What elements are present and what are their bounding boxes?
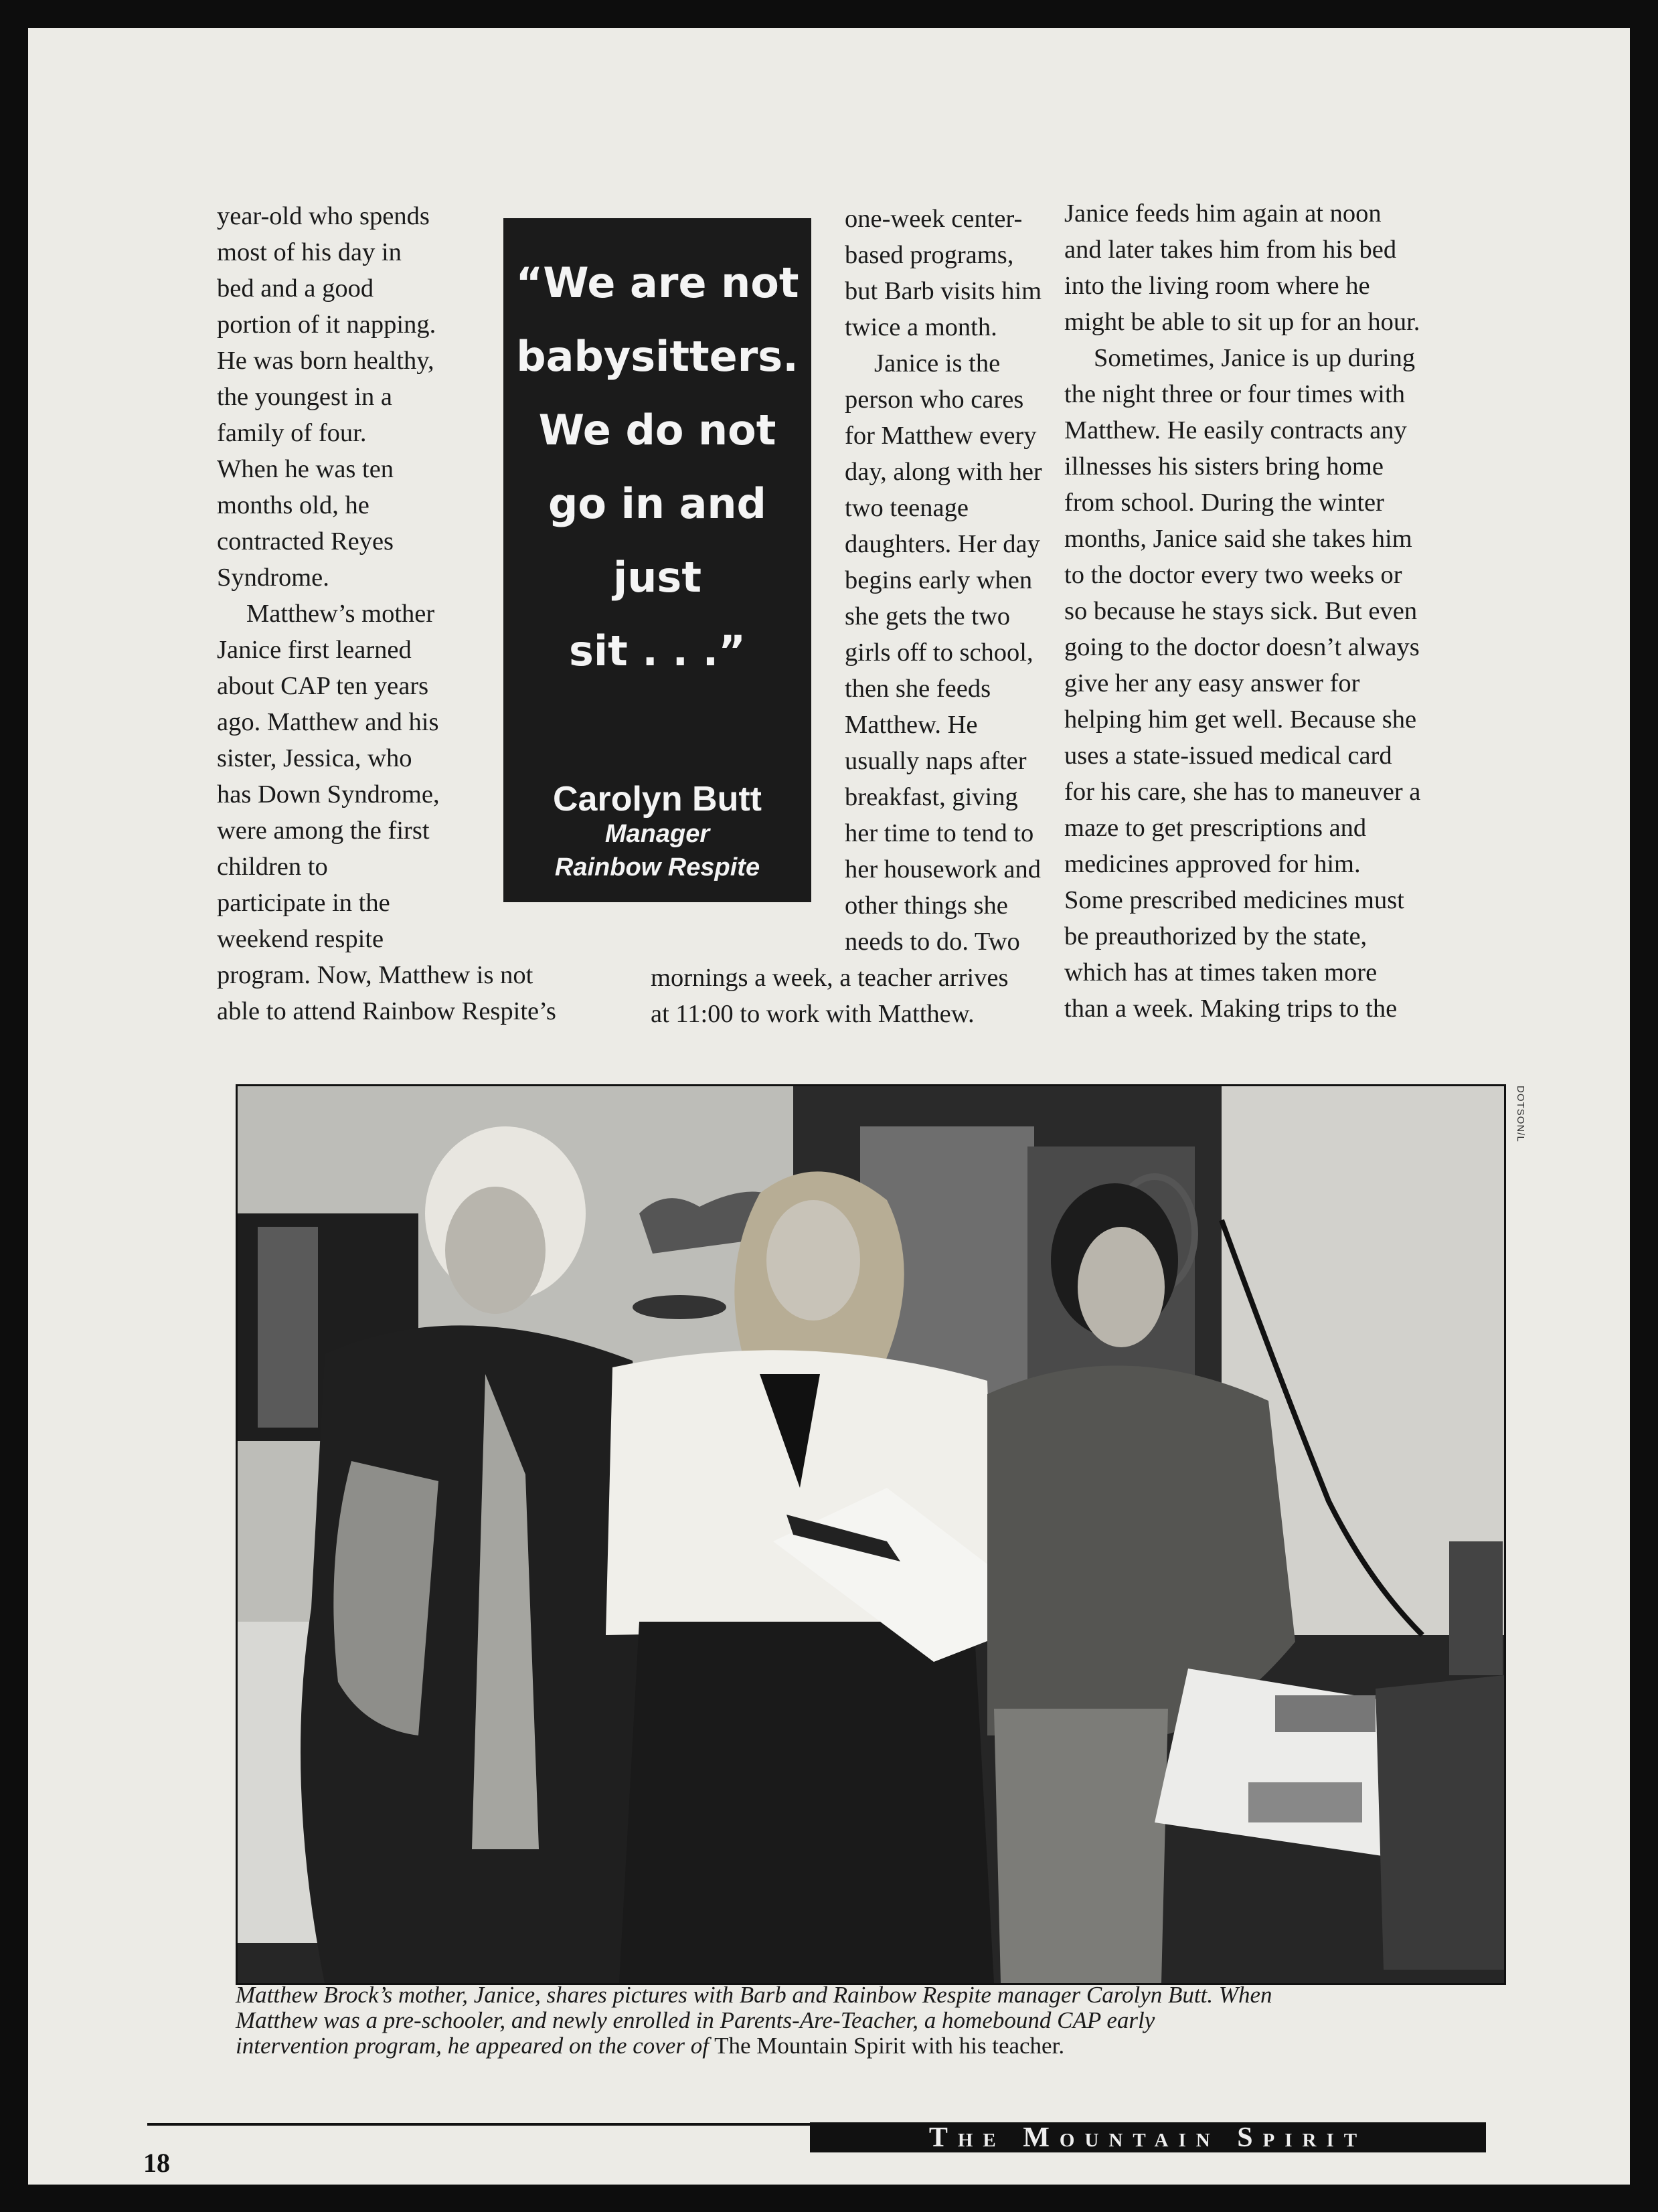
text-line: months, Janice said she takes him (1064, 525, 1412, 553)
pull-quote-line: We do not (538, 406, 776, 454)
text-line: twice a month. (845, 313, 997, 341)
caption-line (236, 2033, 1507, 2059)
pull-quote-attribution-org: Rainbow Respite (554, 853, 760, 881)
text-line: daughters. Her day (845, 530, 1040, 558)
text-line: weekend respite (217, 925, 384, 953)
text-line: so because he stays sick. But even (1064, 597, 1418, 625)
pull-quote-line: sit . . .” (569, 626, 746, 675)
text-line: her time to tend to (845, 819, 1034, 847)
article-column-3 (1064, 195, 1420, 1027)
text-line: family of four. (217, 419, 367, 447)
text-line: uses a state-issued medical card (1064, 742, 1392, 770)
pull-quote-line: just (613, 553, 701, 602)
text-line: Janice first learned (217, 636, 412, 664)
pull-quote-line: go in and (548, 479, 766, 528)
text-line: has Down Syndrome, (217, 780, 440, 809)
caption-line-italic: intervention program, he appeared on the cover of (236, 2033, 709, 2059)
text-line: medicines approved for him. (1064, 850, 1361, 878)
text-line: than a week. Making trips to the (1064, 995, 1398, 1023)
caption-line: Matthew was a pre-schooler, and newly enrolled in Parents-Are-Teacher, a homebound CAP early (236, 2007, 1155, 2033)
text-line: mornings a week, a teacher arrives (651, 964, 1009, 992)
text-line: going to the doctor doesn’t always (1064, 633, 1420, 661)
text-line: illnesses his sisters bring home (1064, 452, 1384, 481)
caption-publication-title: The Mountain Spirit with his teacher. (708, 2033, 1065, 2059)
footer-masthead: The Mountain Spirit (810, 2122, 1486, 2152)
text-line: from school. During the winter (1064, 489, 1384, 517)
text-line: two teenage (845, 494, 969, 522)
text-line: for Matthew every (845, 422, 1037, 450)
text-line: the night three or four times with (1064, 380, 1405, 408)
text-line: based programs, (845, 241, 1014, 269)
pull-quote-attribution-title: Manager (604, 820, 710, 848)
pull-quote-attribution-name: Carolyn Butt (553, 780, 762, 819)
text-line: sister, Jessica, who (217, 744, 412, 772)
text-line: helping him get well. Because she (1064, 705, 1417, 734)
text-line: Syndrome. (217, 564, 329, 592)
text-line: When he was ten (217, 455, 394, 483)
text-line: He was born healthy, (217, 347, 434, 375)
text-line: Matthew. He easily contracts any (1064, 416, 1407, 444)
text-line: person who cares (845, 386, 1024, 414)
photo-credit: DOTSON/L (1515, 1086, 1526, 1142)
text-line: Some prescribed medicines must (1064, 886, 1404, 914)
text-line: ago. Matthew and his (217, 708, 439, 736)
text-line: Sometimes, Janice is up during (1094, 344, 1416, 372)
text-line: bed and a good (217, 274, 374, 303)
caption-line: Matthew Brock’s mother, Janice, shares pictures with Barb and Rainbow Respite manager Carolyn Butt. When (236, 1982, 1272, 2008)
text-line: at 11:00 to work with Matthew. (651, 1000, 975, 1028)
text-line: Janice feeds him again at noon (1064, 199, 1382, 228)
text-line: be preauthorized by the state, (1064, 922, 1367, 950)
text-line: portion of it napping. (217, 311, 436, 339)
text-line: one-week center- (845, 205, 1023, 233)
text-line: Janice is the (874, 349, 1001, 377)
text-line: she gets the two (845, 602, 1010, 630)
text-line: which has at times taken more (1064, 958, 1378, 987)
text-line: able to attend Rainbow Respite’s (217, 997, 556, 1025)
text-line: year-old who spends (217, 202, 430, 230)
text-line: Matthew. He (845, 711, 978, 739)
text-line: girls off to school, (845, 639, 1033, 667)
page-number: 18 (143, 2148, 170, 2178)
text-line: give her any easy answer for (1064, 669, 1360, 697)
text-line: the youngest in a (217, 383, 392, 411)
text-line: begins early when (845, 566, 1033, 594)
text-line: children to (217, 853, 328, 881)
pull-quote-line: “We are not (515, 258, 799, 307)
text-line: day, along with her (845, 458, 1042, 486)
text-line: needs to do. Two (845, 928, 1020, 956)
text-line: program. Now, Matthew is not (217, 961, 533, 989)
text-line: usually naps after (845, 747, 1027, 775)
photo-caption (236, 1982, 1507, 2059)
text-line: for his care, she has to maneuver a (1064, 778, 1421, 806)
text-line: might be able to sit up for an hour. (1064, 308, 1420, 336)
text-line: into the living room where he (1064, 272, 1370, 300)
pull-quote-line: babysitters. (516, 332, 799, 381)
text-line: her housework and (845, 855, 1041, 883)
text-line: were among the first (217, 817, 430, 845)
text-line: about CAP ten years (217, 672, 429, 700)
text-line: months old, he (217, 491, 369, 519)
text-line: most of his day in (217, 238, 402, 266)
text-line: participate in the (217, 889, 390, 917)
text-line: but Barb visits him (845, 277, 1042, 305)
text-line: then she feeds (845, 675, 991, 703)
text-line: maze to get prescriptions and (1064, 814, 1367, 842)
text-line: and later takes him from his bed (1064, 236, 1397, 264)
text-line: breakfast, giving (845, 783, 1018, 811)
text-line: other things she (845, 891, 1008, 920)
text-line: to the doctor every two weeks or (1064, 561, 1402, 589)
magazine-page (28, 28, 1630, 2185)
pull-quote-box (503, 218, 811, 902)
photo-illustration (238, 1086, 1504, 1983)
article-photo (236, 1084, 1506, 1985)
text-line: contracted Reyes (217, 527, 394, 556)
text-line: Matthew’s mother (246, 600, 435, 628)
